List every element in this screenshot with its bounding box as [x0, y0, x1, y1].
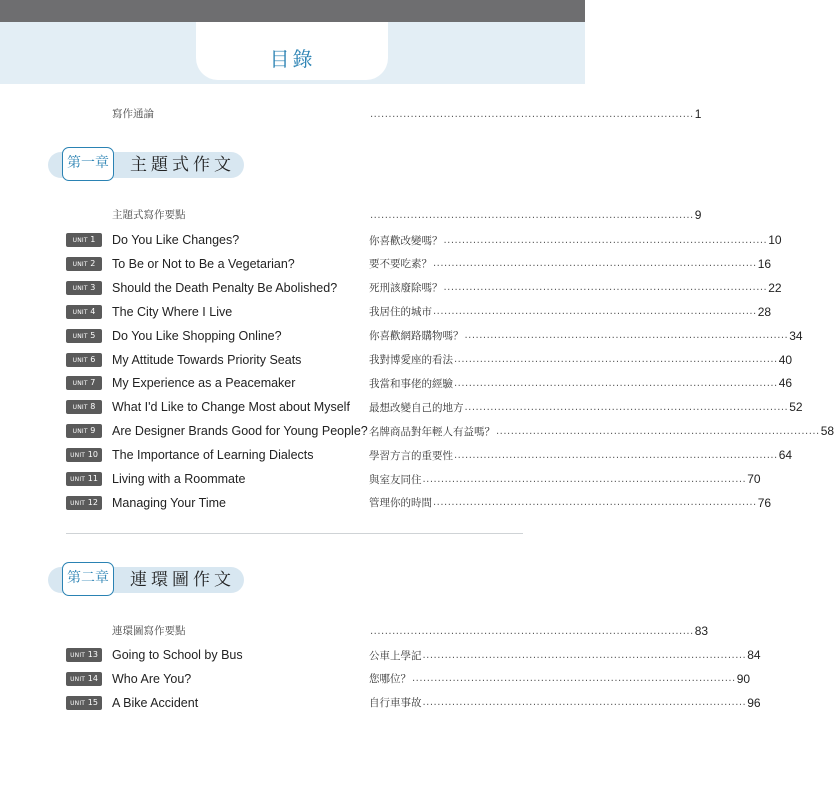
page-number: 16: [757, 256, 772, 271]
unit-word: UNIT: [72, 237, 88, 244]
unit-badge: [66, 353, 102, 367]
unit-badge: [66, 233, 102, 247]
toc-leader: [369, 229, 782, 251]
page-number: 90: [736, 671, 751, 686]
page-number: 9: [694, 208, 702, 222]
unit-number: 15: [87, 697, 98, 707]
unit-chinese-title: 自行車事故: [369, 697, 422, 710]
unit-title: Do You Like Changes?: [112, 233, 240, 247]
leader-dots: ........................................................................................: [443, 282, 768, 294]
page-number: 70: [747, 472, 761, 486]
unit-badge: [66, 696, 102, 710]
toc-leader: [369, 420, 834, 442]
toc-unit-row[interactable]: [0, 396, 803, 418]
unit-title: To Be or Not to Be a Vegetarian?: [112, 256, 295, 271]
unit-word: UNIT: [70, 652, 86, 659]
unit-word: UNIT: [72, 332, 88, 340]
guide-label: 連環圖寫作要點: [112, 625, 186, 637]
toc-leader: [369, 277, 782, 299]
unit-title: The City Where I Live: [112, 304, 233, 319]
leader-dots: ........................................................................................: [464, 330, 789, 342]
leader-dots: ........................................................................................: [422, 649, 747, 661]
unit-number: 10: [87, 450, 98, 460]
unit-title: What I'd Like to Change Most about Myself: [112, 400, 350, 415]
page-number: 64: [778, 448, 793, 463]
unit-number: 2: [90, 258, 96, 268]
leader-dots: ........................................................................................: [496, 425, 820, 437]
page-number: 46: [778, 376, 793, 391]
toc-leader: [369, 372, 793, 394]
unit-chinese-title: 您哪位？: [369, 673, 411, 686]
page-number: 1: [694, 107, 702, 121]
unit-word: UNIT: [70, 699, 86, 707]
toc-unit-row[interactable]: [0, 420, 834, 442]
unit-badge: [66, 376, 102, 390]
unit-number: 1: [90, 235, 96, 244]
toc-unit-row[interactable]: [0, 229, 782, 251]
unit-chinese-title: 死刑該廢除嗎？: [369, 282, 443, 295]
unit-number: 3: [90, 282, 96, 292]
unit-title: Going to School by Bus: [112, 648, 243, 662]
unit-title: The Importance of Learning Dialects: [112, 448, 314, 463]
unit-word: UNIT: [70, 675, 86, 683]
unit-word: UNIT: [70, 499, 86, 507]
toc-leader: [369, 349, 793, 371]
leader-dots: ........................................................................................: [422, 473, 747, 485]
toc-unit-row[interactable]: [0, 492, 772, 514]
intro-label: 寫作通論: [112, 108, 154, 120]
unit-word: UNIT: [72, 428, 88, 436]
page-number: 52: [789, 400, 803, 415]
toc-leader: [369, 468, 761, 490]
leader-dots: ........................................................................................: [370, 209, 694, 221]
unit-badge: [66, 305, 102, 319]
unit-word: UNIT: [72, 380, 88, 388]
guide-label: 主題式寫作要點: [112, 209, 186, 221]
unit-title: Should the Death Penalty Be Abolished?: [112, 280, 338, 295]
unit-number: 7: [90, 378, 96, 388]
toc-leader: [369, 668, 751, 690]
toc-unit-row[interactable]: [0, 668, 751, 690]
toc-leader: [369, 444, 793, 466]
toc-unit-row[interactable]: [0, 644, 761, 666]
page-number: 58: [820, 424, 834, 439]
leader-dots: ........................................................................................: [454, 377, 778, 389]
toc-leader: [369, 644, 761, 666]
unit-badge: [66, 257, 102, 271]
unit-chinese-title: 我當和事佬的經驗: [369, 377, 453, 390]
leader-dots: ........................................................................................: [464, 401, 789, 413]
unit-word: UNIT: [72, 284, 88, 292]
unit-title: Living with a Roommate: [112, 472, 246, 486]
unit-title: My Experience as a Peacemaker: [112, 376, 296, 391]
page-number: 76: [757, 495, 772, 510]
unit-badge: [66, 448, 102, 462]
unit-chinese-title: 你喜歡改變嗎？: [369, 234, 443, 247]
unit-chinese-title: 學習方言的重要性: [369, 449, 453, 462]
chapter-2-label: 第二章: [62, 562, 114, 596]
leader-dots: ........................................................................................: [433, 497, 757, 509]
toc-unit-row[interactable]: [0, 372, 793, 394]
unit-number: 13: [87, 650, 98, 659]
chapter-2-header: [48, 562, 244, 598]
toc-unit-row[interactable]: [0, 692, 761, 714]
unit-word: UNIT: [70, 476, 86, 483]
toc-leader: [369, 301, 772, 323]
unit-title: Do You Like Shopping Online?: [112, 328, 282, 343]
unit-badge: [66, 496, 102, 510]
leader-dots: ........................................................................................: [433, 306, 757, 318]
unit-chinese-title: 你喜歡網路購物嗎？: [369, 330, 464, 343]
toc-leader: [369, 204, 702, 226]
unit-chinese-title: 我居住的城市: [369, 306, 432, 319]
leader-dots: ........................................................................................: [443, 234, 768, 246]
unit-chinese-title: 要不要吃素？: [369, 258, 432, 271]
unit-word: UNIT: [72, 260, 88, 268]
toc-leader: [369, 492, 772, 514]
leader-dots: ........................................................................................: [433, 258, 757, 270]
page-title: 目錄: [269, 47, 316, 71]
unit-number: 11: [87, 474, 98, 483]
toc-unit-row[interactable]: [0, 349, 793, 371]
leader-dots: ........................................................................................: [370, 108, 694, 120]
leader-dots: ........................................................................................: [412, 673, 736, 685]
unit-badge: [66, 400, 102, 414]
leader-dots: ........................................................................................: [454, 354, 778, 365]
toc-leader: [369, 692, 761, 714]
unit-word: UNIT: [70, 452, 86, 460]
page-number: 84: [747, 648, 761, 662]
chapter-2-name: 連環圖作文: [130, 570, 235, 590]
page-number: 22: [768, 280, 782, 295]
chapter-1-header: [48, 147, 244, 183]
unit-number: 9: [90, 426, 96, 436]
toc-unit-row[interactable]: [0, 253, 772, 275]
unit-number: 5: [90, 330, 96, 340]
toc-guide-row[interactable]: [0, 204, 702, 226]
page-number: 40: [778, 352, 793, 367]
unit-chinese-title: 與室友同住: [369, 473, 422, 486]
unit-badge: [66, 648, 102, 662]
toc-leader: [369, 253, 772, 275]
unit-number: 14: [87, 673, 98, 683]
unit-word: UNIT: [72, 356, 88, 364]
chapter-1-label: 第一章: [62, 147, 114, 181]
page-number: 83: [694, 624, 709, 638]
toc-guide-row[interactable]: [0, 620, 709, 642]
chapter-1-name: 主題式作文: [130, 155, 235, 175]
unit-chinese-title: 管理你的時間: [369, 497, 432, 510]
unit-word: UNIT: [72, 308, 88, 316]
unit-chinese-title: 最想改變自己的地方: [369, 401, 464, 414]
unit-chinese-title: 我對博愛座的看法: [369, 354, 453, 366]
unit-badge: [66, 281, 102, 295]
unit-badge: [66, 672, 102, 686]
page-number: 10: [768, 233, 782, 247]
toc-unit-row[interactable]: [0, 325, 803, 347]
unit-number: 8: [90, 402, 96, 412]
page-number: 96: [747, 695, 761, 710]
unit-chinese-title: 公車上學記: [369, 649, 422, 662]
page-number: 34: [789, 328, 803, 343]
toc-unit-row[interactable]: [0, 277, 782, 299]
unit-badge: [66, 424, 102, 438]
section-divider: [66, 533, 523, 534]
leader-dots: ........................................................................................: [454, 449, 778, 461]
unit-number: 12: [87, 497, 98, 507]
unit-title: A Bike Accident: [112, 695, 199, 710]
toc-unit-row[interactable]: [0, 444, 793, 466]
toc-intro-row[interactable]: [0, 103, 702, 125]
toc-leader: [369, 396, 803, 418]
unit-title: Who Are You?: [112, 671, 192, 686]
unit-title: Managing Your Time: [112, 495, 226, 510]
unit-number: 6: [90, 354, 96, 364]
toc-leader: [369, 103, 702, 125]
unit-chinese-title: 名牌商品對年輕人有益嗎？: [369, 425, 495, 438]
leader-dots: ........................................................................................: [422, 697, 747, 709]
toc-unit-row[interactable]: [0, 468, 761, 490]
leader-dots: ........................................................................................: [370, 625, 694, 637]
unit-number: 4: [90, 306, 96, 316]
toc-leader: [369, 325, 803, 347]
unit-badge: [66, 472, 102, 486]
toc-leader: [369, 620, 709, 642]
top-bar: [0, 0, 585, 22]
toc-unit-row[interactable]: [0, 301, 772, 323]
unit-title: My Attitude Towards Priority Seats: [112, 352, 302, 367]
page-number: 28: [757, 304, 772, 319]
unit-badge: [66, 329, 102, 343]
unit-word: UNIT: [72, 404, 88, 412]
unit-title: Are Designer Brands Good for Young People?: [112, 424, 368, 439]
